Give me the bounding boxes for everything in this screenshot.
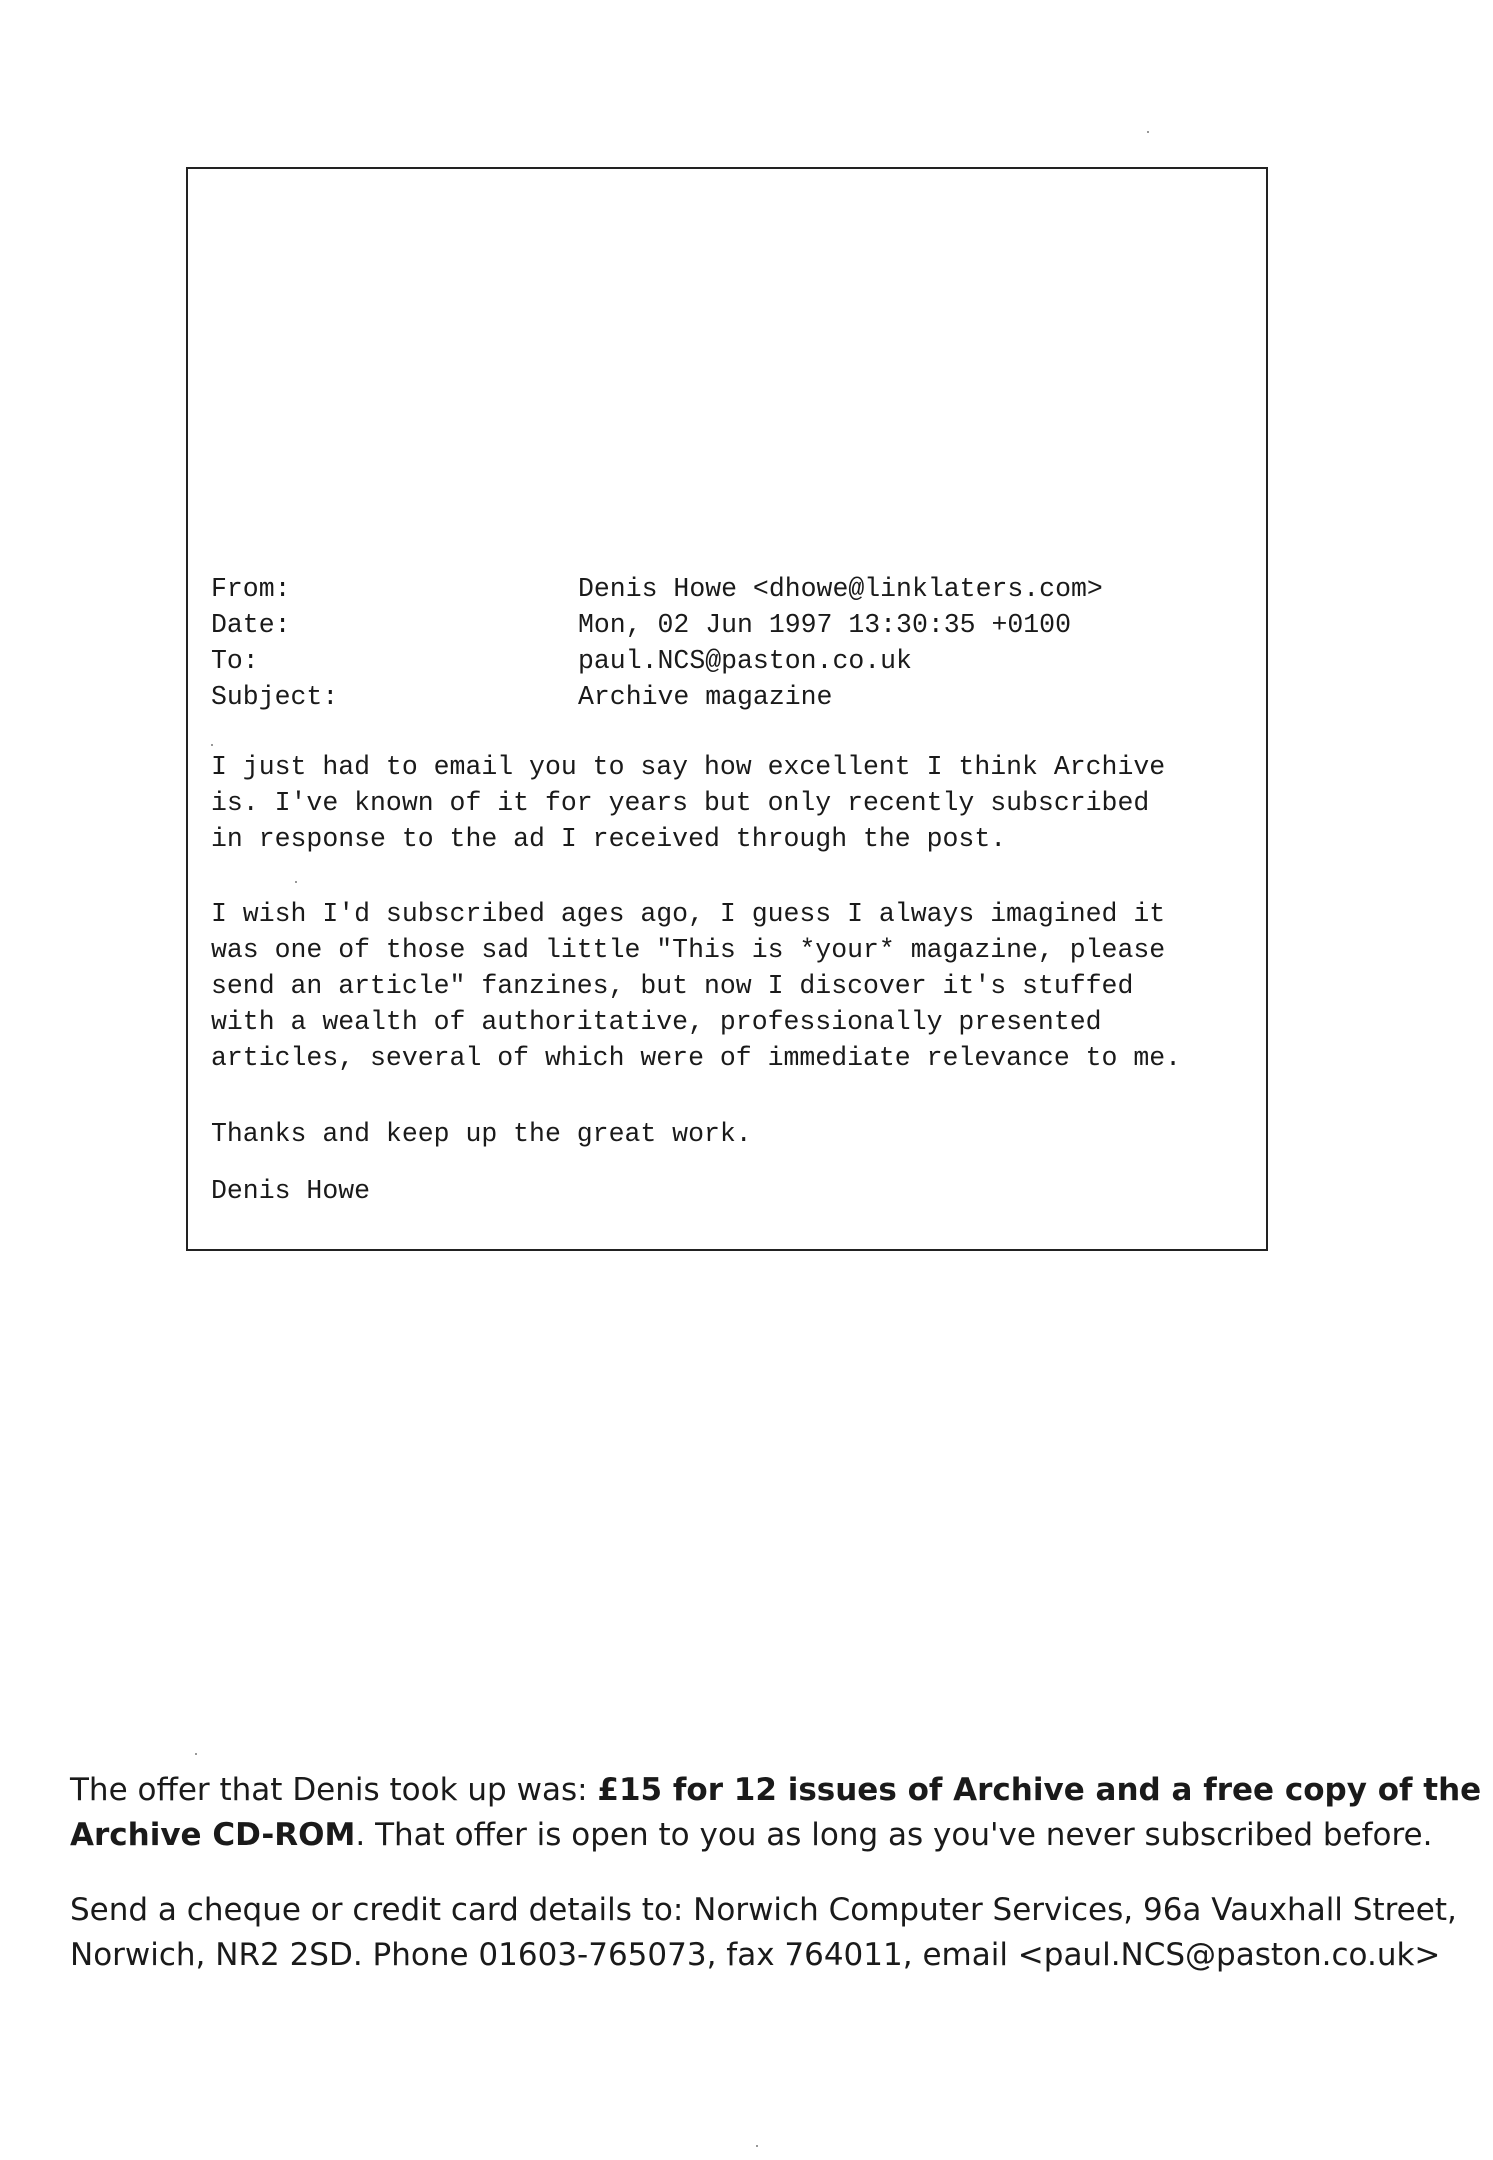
offer-price-text: £15 for 12 issues of Archive and a free copy of the <box>597 1772 1482 1808</box>
text-line: I wish I'd subscribed ages ago, I guess I always imagined it <box>211 899 1166 929</box>
header-value: paul.NCS@paston.co.uk <box>578 646 912 676</box>
contact-line: Norwich, NR2 2SD. Phone 01603-765073, fax 764011, email <paul.NCS@paston.co.uk> <box>70 1937 1441 1973</box>
header-label: Date: <box>211 610 291 640</box>
text-line: was one of those sad little "This is *your* magazine, please <box>211 935 1166 965</box>
offer-intro-text: The offer that Denis took up was: <box>70 1772 598 1808</box>
text-line: send an article" fanzines, but now I discover it's stuffed <box>211 971 1134 1001</box>
text-line: articles, several of which were of immediate relevance to me. <box>211 1043 1182 1073</box>
header-label: To: <box>211 646 259 676</box>
offer-terms-text: . That offer is open to you as long as you've never subscribed before. <box>355 1817 1433 1853</box>
scan-speck <box>1147 131 1149 133</box>
scan-speck <box>756 2145 758 2147</box>
header-label: From: <box>211 574 291 604</box>
email-signature <box>211 1173 1251 1209</box>
offer-line <box>70 1813 1450 1858</box>
header-value: Archive magazine <box>578 682 833 712</box>
text-line: Thanks and keep up the great work. <box>211 1119 752 1149</box>
scan-speck <box>195 1753 197 1755</box>
text-line: is. I've known of it for years but only recently subscribed <box>211 788 1150 818</box>
contact-block <box>70 1888 1457 1978</box>
email-paragraph-3 <box>211 1116 1251 1152</box>
email-paragraph-1 <box>211 749 1251 857</box>
email-printout <box>186 167 1268 1251</box>
text-line: I just had to email you to say how excellent I think Archive <box>211 752 1166 782</box>
text-line: in response to the ad I received through the post. <box>211 824 1007 854</box>
offer-product-text: Archive CD-ROM <box>70 1817 356 1853</box>
offer-block <box>70 1768 1482 1858</box>
header-label: Subject: <box>211 682 339 712</box>
header-value: Mon, 02 Jun 1997 13:30:35 +0100 <box>578 610 1071 640</box>
header-value: Denis Howe <dhowe@linklaters.com> <box>578 574 1103 604</box>
contact-line: Send a cheque or credit card details to: Norwich Computer Services, 96a Vauxhall Street, <box>70 1892 1457 1928</box>
text-line: Denis Howe <box>211 1176 371 1206</box>
email-paragraph-2 <box>211 896 1251 1076</box>
text-line: with a wealth of authoritative, professionally presented <box>211 1007 1102 1037</box>
offer-line <box>70 1768 1482 1813</box>
